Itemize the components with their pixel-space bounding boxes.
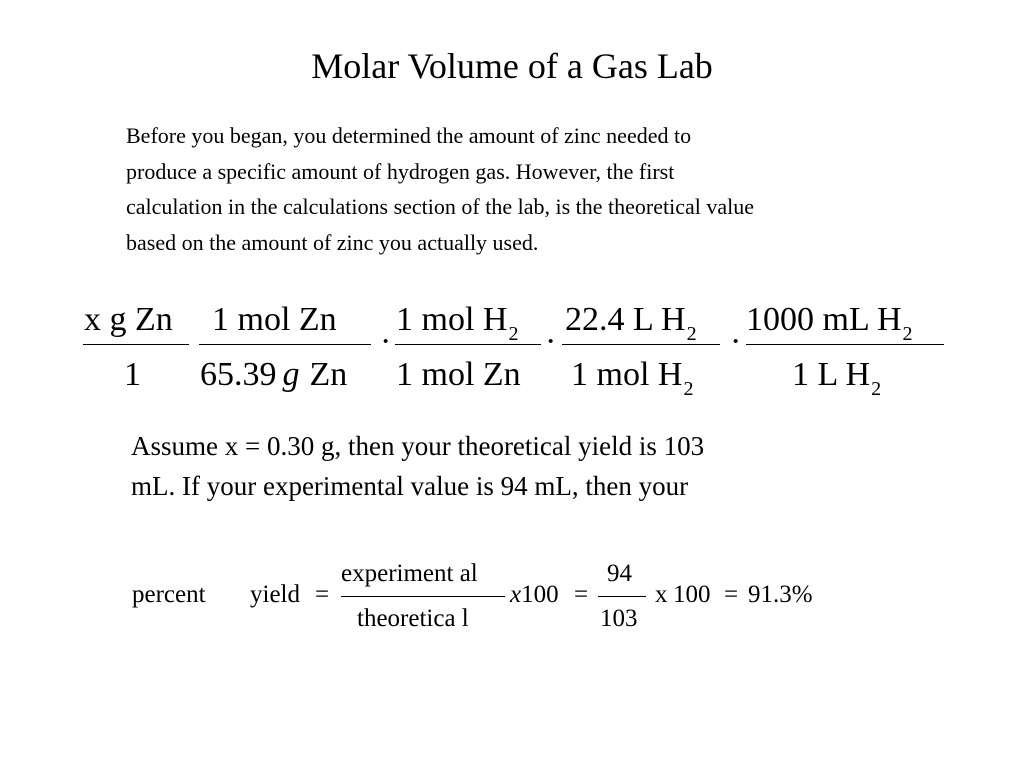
intro-line: based on the amount of zinc you actually used. (126, 229, 539, 255)
numerator-main: 22.4 L H (565, 301, 686, 338)
fraction-4-bar (562, 344, 720, 345)
denominator-main: 1 mol H (571, 356, 683, 393)
intro-line: Before you began, you determined the amount of zinc needed to (126, 123, 692, 148)
fraction-2-numerator: 1 mol Zn (212, 301, 337, 338)
hundred-value: 100 (521, 581, 559, 608)
multiply-dot: · (545, 323, 557, 360)
fraction-2-bar (199, 344, 371, 345)
label-yield: yield (250, 581, 300, 608)
fraction-denominator: theoretica l (357, 605, 469, 632)
numerator-subscript: 2 (902, 323, 913, 345)
fraction-numerator: experiment al (341, 560, 478, 587)
numerator-subscript: 2 (508, 323, 519, 345)
label-percent: percent (132, 581, 206, 608)
denominator-number: 65.39 (200, 356, 277, 393)
fraction-1-denominator: 1 (124, 356, 141, 393)
fraction-3-numerator (396, 300, 518, 344)
numerator-main: 1 mol H (396, 301, 508, 338)
page-title: Molar Volume of a Gas Lab (311, 46, 713, 86)
fraction-2-denominator (200, 355, 347, 395)
hundred-value: 100 (673, 581, 711, 608)
fraction-1-bar (83, 344, 189, 345)
fraction-bar (341, 596, 505, 597)
equals-sign: = (574, 581, 589, 608)
fraction-4-denominator (571, 355, 693, 399)
fraction-5-bar (746, 344, 944, 345)
fraction-5-numerator (746, 300, 913, 344)
assumption-line: Assume x = 0.30 g, then your theoretical yield is 103 (131, 431, 705, 461)
intro-line: calculation in the calculations section of the lab, is the theoretical value (126, 194, 754, 219)
result-value: 91.3% (748, 581, 813, 608)
equals-sign: = (724, 581, 739, 608)
denominator-element: Zn (309, 356, 348, 393)
denominator-main: 1 L H (792, 356, 871, 393)
fraction-3-denominator: 1 mol Zn (396, 356, 521, 393)
fraction-3-bar (395, 344, 541, 345)
fraction-1-numerator: x g Zn (84, 301, 173, 338)
fraction-4-numerator (565, 300, 697, 344)
denominator-unit: g (282, 356, 300, 393)
denominator-subscript: 2 (871, 378, 882, 400)
multiply-x: x (655, 581, 668, 608)
numerator-main: 1000 mL H (746, 301, 902, 338)
equals-sign: = (315, 581, 330, 608)
fraction-bar (598, 596, 646, 597)
fraction-5-denominator (792, 355, 881, 399)
fraction-numerator: 94 (607, 560, 632, 587)
multiply-x (510, 580, 559, 610)
numerator-subscript: 2 (686, 323, 697, 345)
intro-paragraph (126, 118, 956, 260)
multiply-dot: · (730, 323, 742, 360)
assumption-line: mL. If your experimental value is 94 mL, then your (131, 471, 689, 501)
assumption-paragraph (131, 426, 931, 506)
intro-line: produce a specific amount of hydrogen gas. However, the first (126, 158, 675, 184)
times-symbol: x (510, 581, 522, 608)
denominator-subscript: 2 (683, 378, 694, 400)
multiply-dot: · (380, 323, 392, 360)
fraction-denominator: 103 (600, 605, 638, 632)
